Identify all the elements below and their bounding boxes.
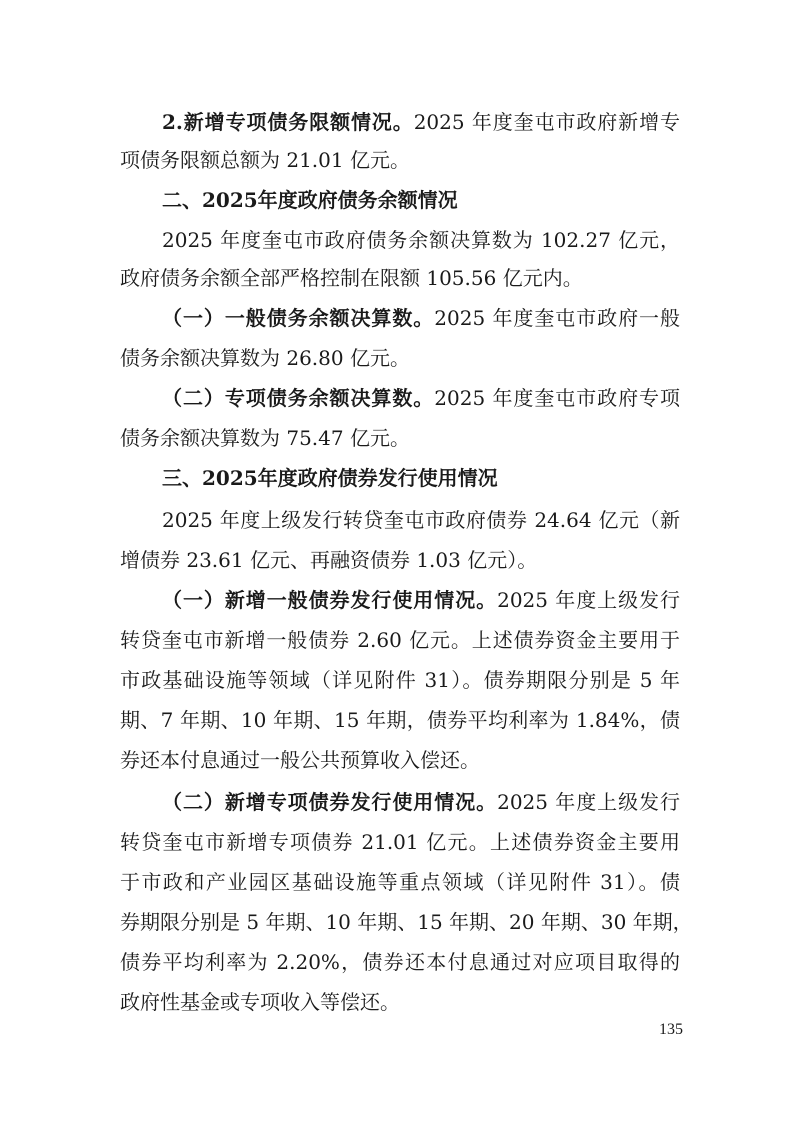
paragraph-debt-balance-line-2	[120, 264, 680, 292]
paragraph-new-general-bond-line-1	[162, 586, 680, 614]
paragraph-text: 2025 年度奎屯市政府专项	[434, 386, 681, 410]
paragraph-heading: （一）新增一般债券发行使用情况。	[162, 588, 498, 612]
paragraph-new-special-bond-line-3	[120, 868, 680, 896]
paragraph-text: 增债券 23.61 亿元、再融资债券 1.03 亿元）。	[120, 548, 538, 572]
paragraph-text: 2025 年度奎屯市政府债务余额决算数为 102.27 亿元，	[162, 228, 680, 252]
paragraph-heading: （二）专项债务余额决算数。	[162, 386, 435, 410]
paragraph-text: 券还本付息通过一般公共预算收入偿还。	[120, 748, 480, 772]
paragraph-text: 转贷奎屯市新增一般债券 2.60 亿元。上述债券资金主要用于	[120, 628, 680, 652]
paragraph-text: 债券平均利率为 2.20%，债券还本付息通过对应项目取得的	[120, 950, 680, 974]
paragraph-new-general-bond-line-2	[120, 626, 680, 654]
paragraph-text: 债务余额决算数为 75.47 亿元。	[120, 426, 410, 450]
paragraph-general-debt-balance-line-2	[120, 344, 680, 372]
paragraph-text: 2025 年度上级发行	[497, 588, 681, 612]
paragraph-new-special-bond-line-1	[162, 788, 680, 816]
paragraph-new-special-bond-line-5	[120, 948, 680, 976]
paragraph-new-general-bond-line-3	[120, 666, 680, 694]
paragraph-special-debt-limit-line-1	[162, 108, 680, 136]
paragraph-text: 券期限分别是 5 年期、10 年期、15 年期、20 年期、30 年期，	[120, 910, 693, 934]
paragraph-general-debt-balance-line-1	[162, 304, 680, 332]
paragraph-debt-balance-line-1	[162, 226, 680, 254]
paragraph-text: 于市政和产业园区基础设施等重点领域（详见附件 31）。债	[120, 870, 680, 894]
paragraph-new-special-bond-line-2	[120, 828, 680, 856]
section-heading-text: 二、2025年度政府债务余额情况	[162, 188, 458, 212]
paragraph-text: 2025 年度奎屯市政府新增专	[413, 110, 680, 134]
paragraph-text: 市政基础设施等领域（详见附件 31）。债券期限分别是 5 年	[120, 668, 680, 692]
paragraph-new-general-bond-line-4	[120, 706, 680, 734]
paragraph-text: 政府性基金或专项收入等偿还。	[120, 990, 400, 1014]
paragraph-text: 2025 年度奎屯市政府一般	[434, 306, 681, 330]
paragraph-heading: 2.新增专项债务限额情况。	[162, 110, 414, 134]
paragraph-special-debt-balance-line-1	[162, 384, 680, 412]
paragraph-text: 债务余额决算数为 26.80 亿元。	[120, 346, 410, 370]
section-heading-bond-issuance	[162, 464, 680, 492]
paragraph-heading: （二）新增专项债券发行使用情况。	[162, 790, 498, 814]
paragraph-text: 转贷奎屯市新增专项债券 21.01 亿元。上述债券资金主要用	[120, 830, 680, 854]
paragraph-text: 期、7 年期、10 年期、15 年期，债券平均利率为 1.84%，债	[120, 708, 680, 732]
paragraph-text: 项债务限额总额为 21.01 亿元。	[120, 148, 410, 172]
paragraph-text: 政府债务余额全部严格控制在限额 105.56 亿元内。	[120, 266, 583, 290]
paragraph-special-debt-balance-line-2	[120, 424, 680, 452]
paragraph-new-special-bond-line-6	[120, 988, 680, 1016]
section-heading-text: 三、2025年度政府债券发行使用情况	[162, 466, 498, 490]
paragraph-heading: （一）一般债务余额决算数。	[162, 306, 435, 330]
page-number: 135	[659, 1021, 683, 1038]
paragraph-special-debt-limit-line-2	[120, 146, 680, 174]
paragraph-text: 2025 年度上级发行转贷奎屯市政府债券 24.64 亿元（新	[162, 508, 680, 532]
paragraph-bond-issuance-line-2	[120, 546, 680, 574]
paragraph-bond-issuance-line-1	[162, 506, 680, 534]
paragraph-new-general-bond-line-5	[120, 746, 680, 774]
section-heading-debt-balance	[162, 186, 680, 214]
paragraph-text: 2025 年度上级发行	[497, 790, 681, 814]
paragraph-new-special-bond-line-4	[120, 908, 693, 936]
